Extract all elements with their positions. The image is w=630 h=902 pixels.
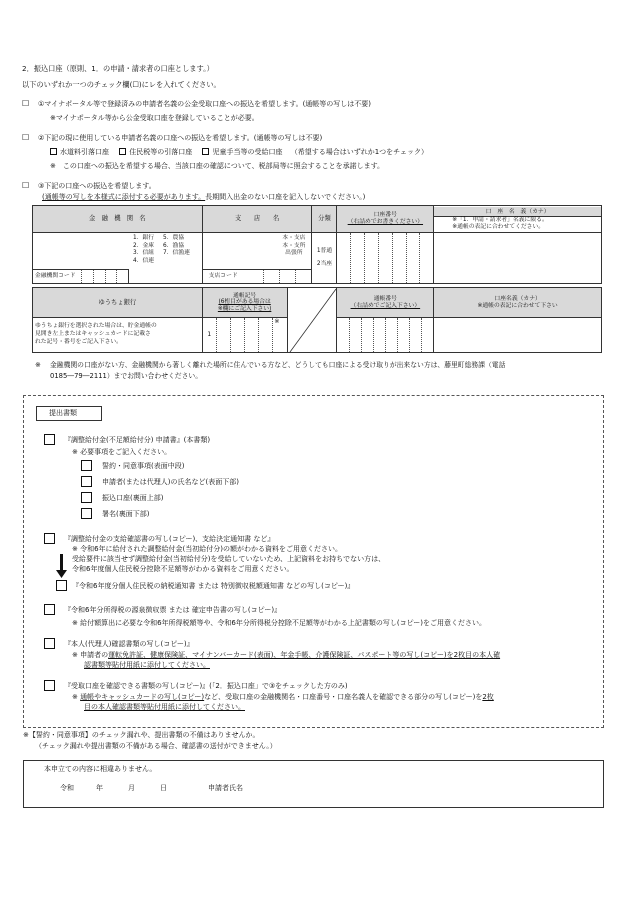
account-holder-header: 口 座 名 義（カナ） ※「1．申請・請求者」名義に限る。 ※通帳の表記に合わせてください。 [434,206,602,233]
tax-account-checkbox[interactable] [119,148,126,155]
doc2b-title: 『令和6年度分個人住民税の納税通知書 または 特別徴収税額通知書 などの写し(コピー)』 [72,582,355,590]
diagonal-line [288,288,338,353]
doc2-note3: 令和6年度個人住民税分控除不足額等がわかる資料をご用意ください。 [72,565,294,573]
doc3-checkbox[interactable] [44,604,55,615]
option2-checkbox[interactable]: ☐ [22,133,30,142]
doc2-note2: 受給要件に該当せず調整給付金(当初給付分)を受給していないため、上記資料をお持ちでない方は、 [72,555,386,563]
yucho-holder-header: 口座名義（カナ） ※通帳の表記に合わせて下さい [434,288,602,318]
water-account-label: 水道料引落口座 [60,148,109,156]
doc1-item3-checkbox[interactable] [81,492,92,503]
doc2-checkbox[interactable] [44,533,55,544]
option3-checkbox[interactable]: ☐ [22,181,30,190]
footer-note-line1: ※【誓約・同意事項】のチェック漏れや、提出書類の不備はありませんか。 [23,731,260,739]
doc1-item1: 誓約・同意事項(表面中段) [102,462,185,470]
doc5-note1: ※ 通帳やキャッシュカードの写し(コピー)など、受取口座の金融機関名・口座番号・口座名義人を確認できる部分の写し(コピー)を2枚 [72,693,494,701]
account-type-cell[interactable]: 1普通 2当座 [312,233,337,284]
arrow-head-icon [56,570,67,578]
option1-checkbox[interactable]: ☐ [22,99,30,108]
doc4-note2: 認書類等貼付用紙に添付してください。 [84,661,210,669]
date-year[interactable]: 年 [96,784,103,792]
child-allowance-account-label: 児童手当等の受給口座 [212,148,283,156]
option2-subitems [50,148,428,157]
doc1-title: 『調整給付金(不足額給付分) 申請書』(本書類) [64,436,211,444]
account-number-cell[interactable] [337,233,434,284]
account-holder-cell[interactable] [434,233,602,284]
yucho-divider-cell [287,288,337,353]
bank-name-header: 金 融 機 関 名 [33,206,203,233]
doc2-title: 『調整給付金の支給確認書の写し(コピー)、支給決定通知書 など』 [64,535,275,543]
yucho-note-cell: ゆうちょ銀行を選択された場合は、貯金通帳の 見開き左上またはキャッシュカードに記載さ れた記号・番号をご記入下さい。 [33,318,203,353]
yucho-holder-cell[interactable] [434,318,602,353]
branch-name-cell[interactable]: 本・支店 本・支所 出張所 支店コード [202,233,312,284]
section-title: 2．振込口座（原則、1．の申請・請求者の口座とします。） [22,64,214,73]
doc4-note1: ※ 申請者の運転免許証、健康保険証、マイナンバーカード(表面)、年金手帳、介護保険証、パスポート等の写し(コピー)を2枚目の本人確 [72,651,501,659]
branch-code-label: 支店コード [208,273,238,279]
submission-docs-label: 提出書類 [49,409,77,417]
doc1-item1-checkbox[interactable] [81,460,92,471]
doc3-title: 『令和6年分所得税の源泉徴収票 または 確定申告書の写し(コピー)』 [64,606,282,614]
yucho-bank-header: ゆうちょ銀行 [33,288,203,318]
doc1-checkbox[interactable] [44,434,55,445]
yucho-symbol-cell[interactable]: 1 ※ [202,318,287,353]
option1-note: ※マイナポータル等から公金受取口座を登録していることが必要。 [50,114,259,122]
branch-name-header: 支 店 名 [202,206,312,233]
bank-account-table [32,205,602,284]
doc1-note: ※ 必要事項をご記入ください。 [72,448,172,456]
yucho-symbol-header: 通帳記号 (6桁目がある場合は ※欄にご記入下さい) [202,288,287,318]
option2-subnote: （希望する場合はいずれか1つをチェック） [290,148,428,156]
section-instruction: 以下のいずれか一つのチェック欄(☐)にレを入れてください。 [22,80,221,89]
yucho-number-header: 通帳番号 （右詰めでご記入下さい） [337,288,434,318]
footer-note-line2: （チェック漏れや提出書類の不備がある場合、確認書の送付ができません。） [35,742,277,750]
option2-note: ※ この口座への振込を希望する場合、当該口座の確認について、税部局等に照会することを承諾します。 [50,162,385,170]
signer-name-label: 申請者氏名 [208,784,243,792]
doc1-item2: 申請者(または代理人)の氏名など(表面下部) [102,478,239,486]
option3-text: ③下記の口座への振込を希望します。 [38,182,156,190]
doc1-item4-checkbox[interactable] [81,508,92,519]
contact-note-mark: ※ [35,361,41,369]
bank-code-label: 金融機関コード [35,273,76,279]
water-account-checkbox[interactable] [50,148,57,155]
contact-note-line2: 0185―79―2111）までお問い合わせください。 [50,372,202,380]
doc1-item2-checkbox[interactable] [81,476,92,487]
doc5-checkbox[interactable] [44,680,55,691]
declaration-text: 本申立ての内容に相違ありません。 [44,765,157,773]
doc5-title: 『受取口座を確認できる書類の写し(コピー)』(「2．振込口座」で③をチェックした方のみ) [64,682,348,690]
doc1-item4: 署名(裏面下部) [102,510,150,518]
yucho-number-cell[interactable] [337,318,434,353]
doc4-checkbox[interactable] [44,638,55,649]
yucho-account-table [32,287,602,353]
doc1-item3: 振込口座(裏面上部) [102,494,164,502]
tax-account-label: 住民税等の引落口座 [129,148,193,156]
child-allowance-account-checkbox[interactable] [202,148,209,155]
date-era: 令和 [60,784,74,792]
doc3-note: ※ 給付額算出に必要な令和6年所得税額等や、令和6年分所得税分控除不足額等がわかる上記書類の写し(コピー)をご用意ください。 [72,619,487,627]
doc2-note1: ※ 令和6年に給付された調整給付金(当初給付分)の額がわかる資料をご用意ください。 [72,545,343,553]
contact-note-line1: 金融機関の口座がない方、金融機関から著しく離れた場所に住んでいる方など、どうしても口座による受け取りが出来ない方は、藤里町総務課（電話 [50,361,506,369]
account-type-header: 分類 [312,206,337,233]
account-number-header: 口座番号 （右詰めでお書きください） [337,206,434,233]
doc4-title: 『本人(代理人)確認書類の写し(コピー)』 [64,640,194,648]
option1-text: ①マイナポータル等で登録済みの申請者名義の公金受取口座への振込を希望します。(通帳等の写しは不要) [38,100,372,108]
option3-note: (通帳等の写しを本様式に添付する必要があります。長期間入出金のない口座を記入しないでください。) [42,193,366,201]
bank-name-cell[interactable]: 1．銀行 2．金庫 3．信組 4．信連 5．農協 6．漁協 7．信漁連 金融機関コード [33,233,203,284]
option2-text: ②下記の現に使用している申請者名義の口座への振込を希望します。(通帳等の写しは不要) [38,134,323,142]
date-month[interactable]: 月 [128,784,135,792]
doc5-note2: 目の本人確認書類等貼付用紙に添付してください。 [84,703,245,711]
date-day[interactable]: 日 [160,784,167,792]
doc2b-checkbox[interactable] [56,580,67,591]
